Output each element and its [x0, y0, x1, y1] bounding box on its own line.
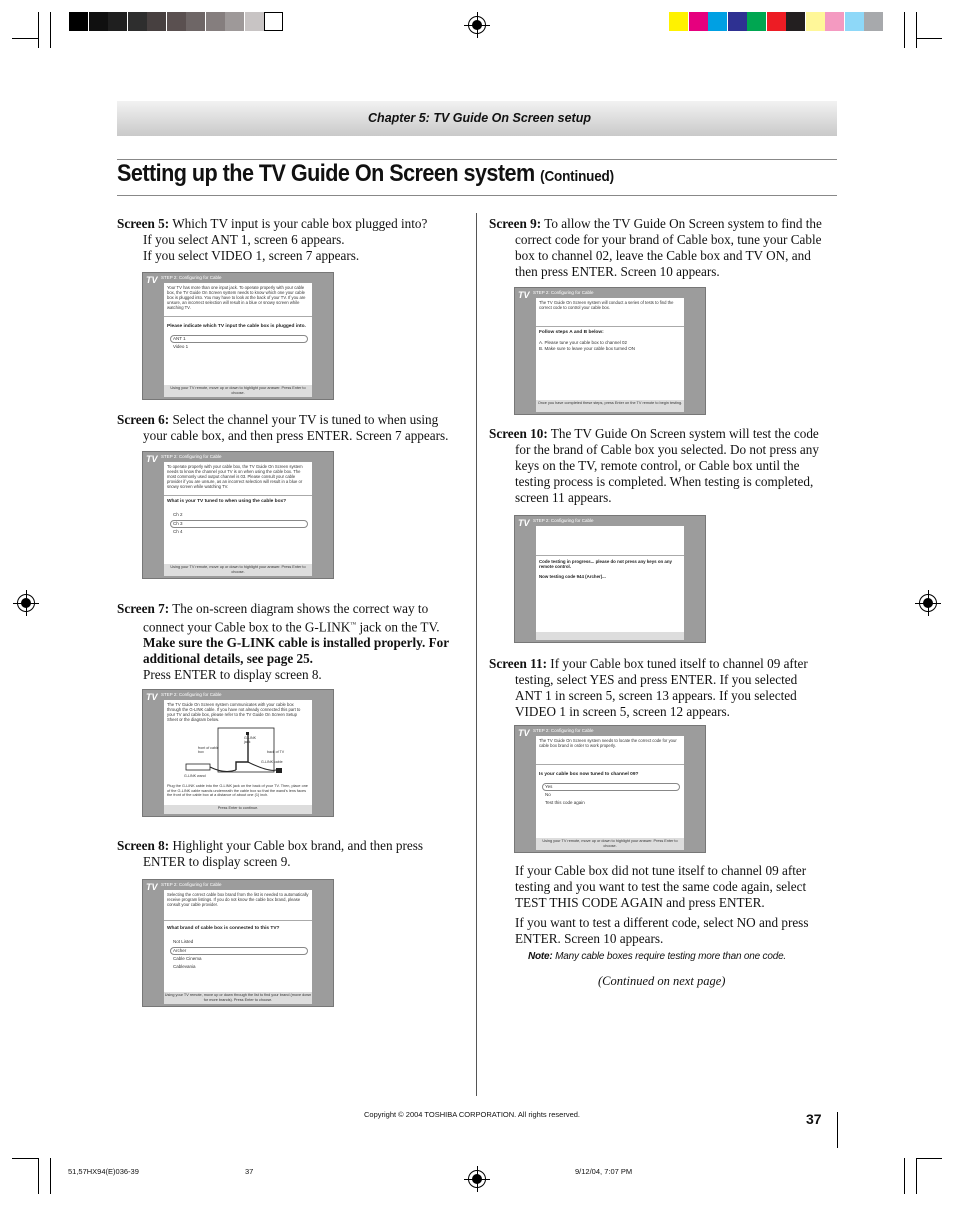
slug-page: 37 — [245, 1167, 254, 1176]
registration-mark-icon — [468, 1170, 486, 1188]
crop-mark — [50, 1158, 51, 1194]
note: Note: Many cable boxes require testing more than one code. — [528, 951, 787, 962]
chapter-title: Chapter 5: TV Guide On Screen setup — [368, 111, 591, 125]
color-swatch — [225, 12, 244, 31]
color-swatch — [825, 12, 844, 31]
color-swatch — [669, 12, 688, 31]
color-swatch — [186, 12, 205, 31]
color-swatch — [689, 12, 708, 31]
selection-highlight — [542, 783, 680, 791]
page-number: 37 — [806, 1111, 822, 1127]
color-swatch — [747, 12, 766, 31]
color-swatch — [206, 12, 225, 31]
color-swatch — [767, 12, 786, 31]
chapter-header — [117, 101, 837, 136]
crop-mark — [916, 38, 942, 39]
screen11-text: Screen 11: If your Cable box tuned itself to channel 09 after testing, select YES and press ENTER. If you selected ANT 1 in screen 5, screen 13 appears. If you selected VIDEO 1 in screen 5, screen 12 appears. — [489, 656, 808, 719]
screen5-text: Screen 5: Which TV input is your cable box plugged into? If you select ANT 1, screen 6 appears. If you select VIDEO 1, screen 7 appears. — [117, 216, 428, 263]
selection-highlight — [170, 520, 308, 528]
color-swatch — [147, 12, 166, 31]
page-title: Setting up the TV Guide On Screen system (Continued) — [117, 160, 614, 187]
color-swatch — [786, 12, 805, 31]
tv-guide-logo: TV — [146, 275, 158, 285]
screen8-image: TV STEP 2: Configuring for Cable Selecting the correct cable box brand from the list is needed to automatically receive program listings. If you do not know the cable box brand, please consult your cable provider. What brand of cable box is connected to this TV? Not Listed Archer Cable Cinema Cablevania Using your TV remote, move up or down through the list to find your brand (move down for more brands). Press Enter to choose. — [142, 879, 334, 1007]
screen10-text: Screen 10: The TV Guide On Screen system will test the code for the brand of Cable box you selected. Do not press any keys on the TV, remote control, or Cable box until the testing process is completed. When testing is completed, screen 11 appears. — [489, 426, 819, 505]
color-swatch — [89, 12, 108, 31]
color-swatch — [245, 12, 264, 31]
color-swatch — [167, 12, 186, 31]
crop-mark — [12, 1158, 38, 1159]
color-swatch — [708, 12, 727, 31]
screen9-text: Screen 9: To allow the TV Guide On Screen system to find the correct code for your brand of Cable box, tune your Cable box to channel 02, leave the Cable box and TV ON, and then press ENTER. Screen 10 appears. — [489, 216, 822, 279]
copyright: Copyright © 2004 TOSHIBA CORPORATION. All rights reserved. — [364, 1110, 581, 1119]
crop-mark — [50, 12, 51, 48]
retest-paragraph: If your Cable box did not tune itself to channel 09 after testing and you want to test the same code again, select TEST THIS CODE AGAIN and press ENTER. — [515, 863, 807, 910]
continued-next-page: (Continued on next page) — [598, 974, 726, 988]
crop-mark — [904, 1158, 905, 1194]
g-link-diagram — [168, 724, 310, 780]
page-number-rule — [837, 1112, 838, 1148]
screen10-image: TV STEP 2: Configuring for Cable Code testing in progress... please do not press any keys on any remote control. Now testing code 944 (Archer)... — [514, 515, 706, 643]
color-swatch — [864, 12, 883, 31]
slug-date: 9/12/04, 7:07 PM — [575, 1167, 633, 1176]
screen9-image: TV STEP 2: Configuring for Cable The TV Guide On Screen system will conduct a series of tests to find the correct code to control your cable box. Follow steps A and B below: A. Please tune your cable box to channel 02 B. Make sure to leave your cable box turned ON Once you have completed these steps, press Enter on the TV remote to begin testing. — [514, 287, 706, 415]
screen6-image: TV STEP 2: Configuring for Cable To operate properly with your cable box, the TV Guide On Screen system needs to know the channel your TV is on when using the cable box. The most commonly used output channel is 03. Please consult your cable provider if you are unsure, as an incorrect selection will result in a blue or snowy screen while watching TV. What is your TV tuned to when using the cable box? Ch 2 Ch 3 Ch 4 Using your TV remote, move up or down to highlight your answer. Press Enter to choose. — [142, 451, 334, 579]
color-swatch — [108, 12, 127, 31]
screen5-image: TV STEP 2: Configuring for Cable Your TV has more than one input jack. To operate properly with your cable box, the TV Guide On Screen system needs to know which one your cable box is plugged into. You may have to look at the back of your TV. If you are unsure, an incorrect selection will result in a blue or snowy screen while watching TV. Please indicate which TV input the cable box is plugged into. ANT 1 Video 1 Using your TV remote, move up or down to highlight your answer. Press Enter to choose. — [142, 272, 334, 400]
crop-mark — [38, 1158, 39, 1194]
color-swatch — [264, 12, 283, 31]
color-swatch — [845, 12, 864, 31]
slug-filename: 51,57HX94(E)036-39 — [68, 1167, 139, 1176]
color-swatch — [69, 12, 88, 31]
screen7-image: TV STEP 2: Configuring for Cable The TV Guide On Screen system communicates with your cable box through the G-LINK cable. If you have not already connected this part to your TV and cable box, please refer to the TV Guide On Screen Setup Sheet or the diagram below. front of cable box G-LINK jack back of TV G-LINK cable G-LINK wand Plug the G-LINK cable into the G-LINK jack on the back of your TV. Then, place one of the G-LINK cable wands underneath the cable box so that the wand's lens faces the front of the cable box at a distance of about one (1) inch. Press Enter to continue. — [142, 689, 334, 817]
crop-mark — [916, 1158, 917, 1194]
different-code-paragraph: If you want to test a different code, select NO and press ENTER. Screen 10 appears. — [515, 915, 809, 946]
selection-highlight — [170, 335, 308, 343]
selection-highlight — [170, 947, 308, 955]
registration-mark-icon — [919, 594, 937, 612]
column-divider — [476, 213, 477, 1096]
crop-mark — [38, 12, 39, 48]
crop-mark — [904, 12, 905, 48]
crop-mark — [916, 12, 917, 48]
registration-mark-icon — [17, 594, 35, 612]
color-swatch — [806, 12, 825, 31]
crop-mark — [916, 1158, 942, 1159]
screen11-image: TV STEP 2: Configuring for Cable The TV Guide On Screen system needs to locate the correct code for your cable box brand in order to work properly. Is your cable box now tuned to channel 09? Yes No Test this code again Using your TV remote, move up or down to highlight your answer. Press Enter to choose. — [514, 725, 706, 853]
color-swatch — [728, 12, 747, 31]
color-swatch — [128, 12, 147, 31]
registration-mark-icon — [468, 16, 486, 34]
title-rule-bottom — [117, 195, 837, 196]
crop-mark — [12, 38, 38, 39]
screen6-text: Screen 6: Select the channel your TV is tuned to when using your cable box, and then press ENTER. Screen 7 appears. — [117, 412, 449, 443]
title-continued: (Continued) — [540, 168, 614, 185]
screen8-text: Screen 8: Highlight your Cable box brand, and then press ENTER to display screen 9. — [117, 838, 423, 869]
screen7-text: Screen 7: The on-screen diagram shows the correct way to connect your Cable box to the G-LINK™ jack on the TV. Make sure the G-LINK cable is installed properly. For additional details, see page 25. Press ENTER to display screen 8. — [117, 601, 450, 683]
